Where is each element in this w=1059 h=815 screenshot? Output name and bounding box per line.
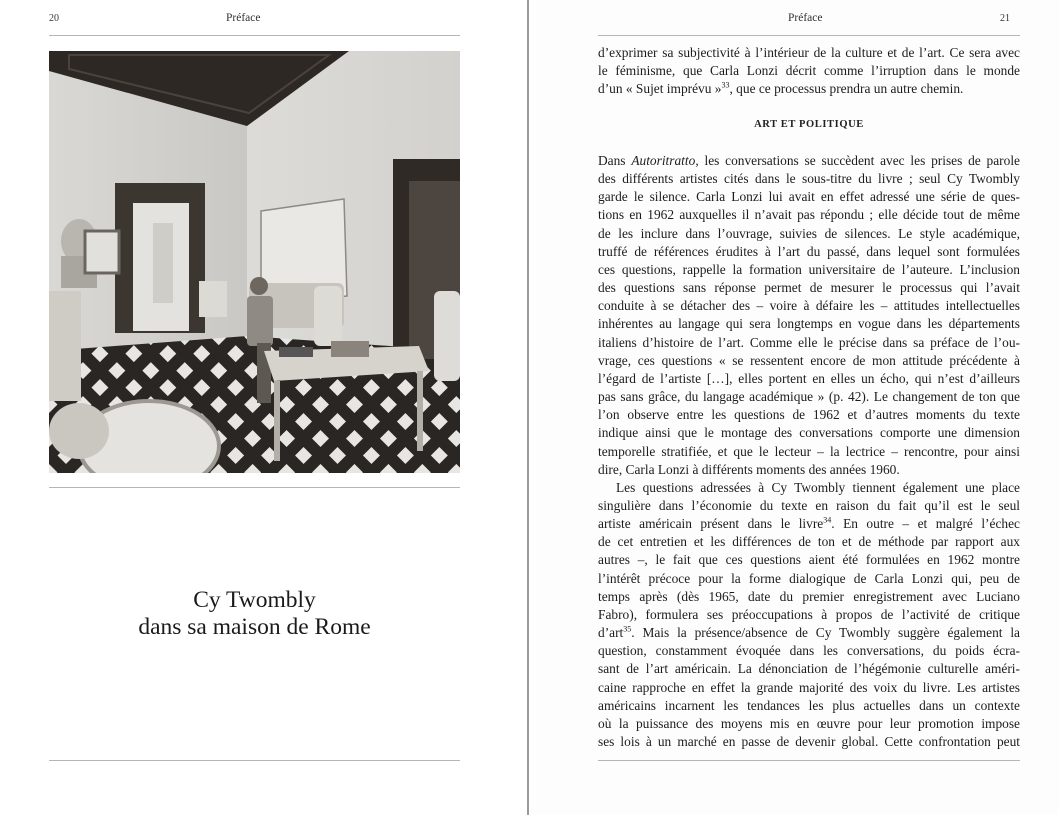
text-span: , que ce processus prendra un autre chemin. [729,81,964,97]
photo-rule [49,487,460,488]
section-heading: ART ET POLITIQUE [754,119,864,130]
text-line: l’on observe entre les questions de 1962 et d’autres moments du texte [598,407,1020,423]
running-head-left: Préface [226,12,261,24]
text-line [598,515,1020,533]
box [331,341,369,357]
text-line: tions en 1962 auxquelles il n’avait pas répondu ; elle décide tout de même [598,207,1020,223]
footer-rule-left [49,760,460,761]
desk-leg [417,371,423,451]
footnote-ref-34[interactable]: 34 [823,515,832,525]
text-line: singulière dans l’économie du texte en raison du fait qu’il est le seul [598,497,1020,513]
text-line: l’égard de l’artiste […], elles portent en elles un écho, qui n’est d’ailleurs [598,370,1020,386]
books [279,347,313,357]
text-line [598,80,1020,98]
footer-rule-right [598,760,1020,761]
text-line [598,152,1020,170]
text-line: truffé de références érudites à l’art du passé, dans lequel sont formulées [598,243,1020,259]
small-frame [85,231,119,273]
text-line: des différents artistes cités dans le sous-titre du livre ; seul Cy Twombly [598,171,1020,187]
text-span: . Mais la présence/absence de Cy Twombly suggère également la [631,625,1020,641]
text-line: conduite à se détacher des – voire à défaire les – attitudes intellectuelles [598,298,1020,314]
left-page [0,0,528,815]
text-line: d’exprimer sa subjectivité à l’intérieur de la culture et de l’art. Ce sera avec [598,45,1020,60]
header-rule-right [598,35,1020,36]
text-line: ces questions, rappelle la formation universitaire de l’auteure. L’inclusion [598,261,1020,277]
footnote-ref-33[interactable]: 33 [721,80,730,90]
running-head-right: Préface [788,12,823,24]
text-line: ses lois à un marché en passe de devenir global. Cette confrontation peut [598,734,1020,749]
right-armchair [434,291,460,381]
photo-caption [49,587,460,641]
page-number-left: 20 [49,13,59,24]
man-head [250,277,268,295]
text-line: où la puissance des moyens mis en œuvre pour leur promotion impose [598,715,1020,731]
text-line [598,624,1020,642]
man-body [247,296,273,346]
text-line: italiens d’histoire de l’art. Comme elle le précise dans sa préface de l’ou- [598,334,1020,350]
caption-line-2: dans sa maison de Rome [138,614,371,640]
text-line: question, constamment évoquée dans les conversations, du poids écra- [598,643,1020,659]
text-span: Dans [598,153,632,168]
opening-paragraph [598,44,1020,98]
text-line: dire, Carla Lonzi à différents moments des années 1960. [598,461,900,477]
text-line: américains incarnent les tendances les plus actuelles dans un contexte [598,697,1020,713]
text-line: Les questions adressées à Cy Twombly tiennent également une place [616,479,1020,495]
text-line: de les inclure dans l’ouvrage, suivies de silences. Le style académique, [598,225,1020,241]
text-line: de cet entretien et les différences de ton et de méthode par rapport aux [598,534,1020,550]
text-line: Fabro), formulera ses préoccupations à propos de l’activité de critique [598,606,1020,622]
photo-cy-twombly-rome [49,51,460,473]
desk-leg [274,381,280,461]
text-line: autres –, le fait que ces questions aient été formulées en 1962 montre [598,552,1020,568]
text-line: sant de l’art américain. La dénonciation de l’hégémonie culturelle améri- [598,661,1020,677]
book-title-autoritratto: Autoritratto [631,153,696,168]
stone-sphere [49,403,109,459]
text-line: pas sans grâce, du langage académique » (p. 42). Le changement de ton que [598,389,1020,405]
text-line: temps après (dès 1965, date du premier enregistrement avec Luciano [598,588,1020,604]
text-line: garde le silence. Carla Lonzi lui avait en effet adressé une série de ques- [598,189,1020,205]
photo-illustration [49,51,460,473]
footnote-ref-35[interactable]: 35 [623,624,632,634]
text-span: , les conversations se succèdent avec les prises de parole [695,153,1020,168]
text-line: temporelle stratifiée, et que le lecteur – la lectrice – rencontre, pour ainsi [598,443,1020,459]
text-line: l’intérêt précoce pour la forme dialogique de Carla Lonzi qui, peu de [598,570,1020,586]
page-number-right: 21 [1000,13,1010,24]
text-line: le féminisme, que Carla Lonzi décrit comme l’irruption dans le monde [598,63,1020,79]
right-page [530,0,1059,815]
inner-door [153,223,173,303]
text-line: vrage, ces questions « se ressentent encore de mon attitude précédente à [598,352,1020,368]
text-line: des questions sans réponse permet de mesurer le processus qui l’avait [598,280,1020,296]
text-line: inhérentes au langage qui sera longtemps en vogue dans les départements [598,316,1020,332]
caption-line-1: Cy Twombly [193,587,316,613]
pedestal [49,291,81,401]
main-text [598,152,1020,751]
text-span: artiste américain présent dans le livre [598,516,824,532]
text-span: d’un « Sujet imprévu » [598,81,722,97]
text-span: d’art [598,625,624,641]
text-line: caine rapproche en effet la grande majorité des voix du livre. Les artistes [598,679,1020,695]
torso-sculpture [314,286,342,346]
header-rule-left [49,35,460,36]
book-spine [527,0,529,815]
text-line: indique ainsi que le montage des conversations comporte une dimension [598,425,1020,441]
text-span: . En outre – et malgré l’échec [831,516,1020,532]
armchair-back [199,281,227,317]
